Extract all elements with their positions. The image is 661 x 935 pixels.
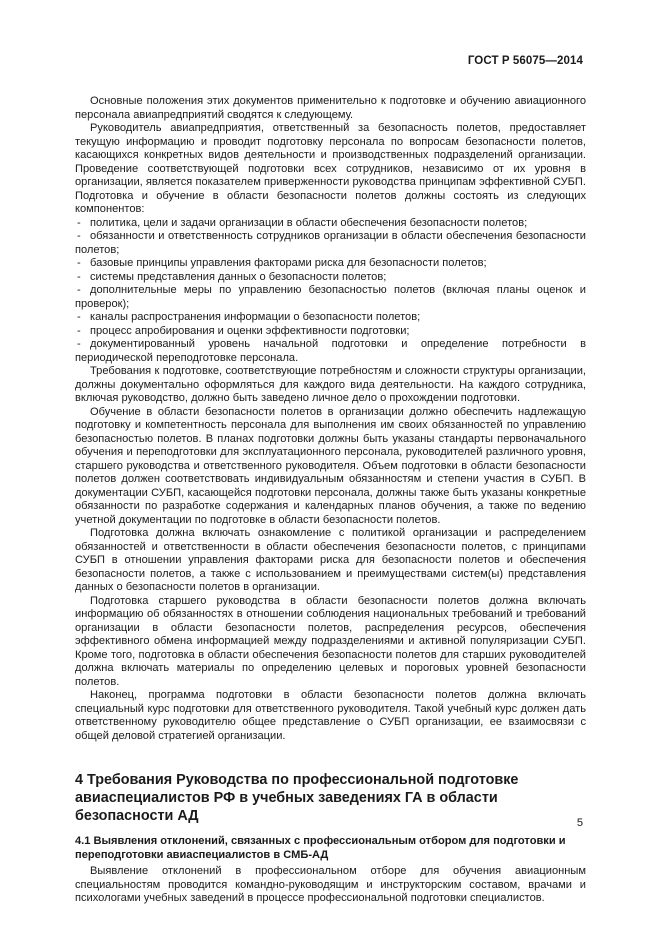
- list-item: [75, 284, 586, 311]
- list-item-text: документированный уровень начальной подготовки и определение потребности в периодической переподготовке персонала.: [75, 338, 586, 364]
- list-dash: -: [77, 257, 81, 269]
- training-components-list: [75, 217, 586, 366]
- list-item: [75, 271, 586, 285]
- list-dash: -: [77, 284, 81, 296]
- list-item: [75, 311, 586, 325]
- list-dash: -: [77, 324, 81, 337]
- list-item-text: дополнительные меры по управлению безопасностью полетов (включая планы оценок и проверок);: [75, 284, 586, 310]
- list-dash: -: [77, 311, 81, 323]
- accountable-executive-paragraph: Наконец, программа подготовки в области безопасности полетов должна включать специальный курс подготовки для ответственного руководителя. Такой учебный курс должен дать ответственному руководителю общее представление о СУБП организации, ее взаимосвязи с общей деловой стратегией организации.: [75, 689, 586, 742]
- list-dash: -: [77, 270, 81, 283]
- list-item: [75, 338, 586, 365]
- training-scope-paragraph: Обучение в области безопасности полетов в организации должно обеспечить надлежащую подготовку и компетентность персонала для выполнения им своих обязанностей по управлению безопасностью полетов. В планах подготовки должны быть указаны стандарты первоначального обучения и переподготовки для эксплуатационного персонала, руководителей различного уровня, старшего руководства и ответственного руководителя. Объем подготовки в области безопасности полетов должен соответствовать индивидуальным обязанностям и степени участия в СУБП. В документации СУБП, касающейся подготовки персонала, должны также быть указаны конкретные обязанности по разработке содержания и календарных планов обучения, а также по ведению учетной документации по подготовке в области безопасности полетов.: [75, 405, 586, 526]
- section-4-heading: 4 Требования Руководства по профессиональной подготовке авиаспециалистов РФ в учебных заведениях ГА в области безопасности АД: [75, 772, 519, 824]
- director-paragraph: Руководитель авиапредприятия, ответственный за безопасность полетов, предоставляет текущую информацию и проводит подготовку персонала по вопросам безопасности полетов, касающихся конкретных видов деятельности и производственных подразделений организации. Проведение соответствующей подготовки всех сотрудников, независимо от их уровня в организации, является показателем приверженности руководства принципам эффективной СУБП. Подготовка и обучение в области безопасности полетов должны состоять из следующих компонентов:: [75, 122, 586, 215]
- subsection-4-1-paragraph: Выявление отклонений в профессиональном отборе для обучения авиационным специальностям проводится командно-руководящим и инструкторским составом, врачами и психологами учебных заведений в процессе профессиональной подготовки специалистов.: [75, 865, 586, 904]
- training-content-paragraph: Подготовка должна включать ознакомление с политикой организации и распределением обязанностей и ответственности в области обеспечения безопасности полетов, с принципами СУБП в отношении управления факторами риска для безопасности полетов и обеспечения безопасности полетов, а также с использованием и преимуществами систем(ы) представления данных о безопасности полетов в организации.: [75, 527, 586, 593]
- requirements-paragraph: Требования к подготовке, соответствующие потребностям и сложности структуры организации, должны документально оформляться для каждого вида деятельности. На каждого сотрудника, включая руководство, должно быть заведено личное дело о прохождении подготовки.: [75, 365, 586, 404]
- page-content: [75, 95, 586, 906]
- list-item: [75, 230, 586, 257]
- list-item: [75, 325, 586, 339]
- list-item-text: системы представления данных о безопасности полетов;: [90, 270, 387, 283]
- list-item-text: политика, цели и задачи организации в области обеспечения безопасности полетов;: [90, 216, 528, 229]
- list-item-text: обязанности и ответственность сотрудников организации в области обеспечения безопасности полетов;: [75, 230, 586, 256]
- list-dash: -: [77, 230, 81, 242]
- page-number: 5: [576, 817, 583, 829]
- list-item-text: каналы распространения информации о безопасности полетов;: [90, 311, 421, 323]
- list-item: [75, 257, 586, 271]
- intro-paragraph: Основные положения этих документов применительно к подготовке и обучению авиационного персонала авиапредприятий сводятся к следующему.: [75, 95, 586, 121]
- list-dash: -: [77, 216, 81, 229]
- list-item: [75, 217, 586, 231]
- list-item-text: базовые принципы управления факторами риска для безопасности полетов;: [90, 257, 487, 269]
- senior-management-paragraph: Подготовка старшего руководства в области безопасности полетов должна включать информацию об обязанностях в отношении соблюдения национальных требований и требований организации в области безопасности полетов, распределения ресурсов, обеспечения эффективного обмена информацией между подразделениями и активной популяризации СУБП. Кроме того, подготовка в области обеспечения безопасности полетов для старших руководителей должна включать материалы по определению целевых и пороговых уровней безопасности полетов.: [75, 594, 586, 688]
- standard-designation: ГОСТ Р 56075—2014: [467, 55, 583, 67]
- list-dash: -: [77, 338, 81, 350]
- subsection-4-1-heading: 4.1 Выявления отклонений, связанных с профессиональным отбором для подготовки и переподготовки авиаспециалистов в СМБ-АД: [75, 835, 566, 861]
- list-item-text: процесс апробирования и оценки эффективности подготовки;: [90, 324, 410, 337]
